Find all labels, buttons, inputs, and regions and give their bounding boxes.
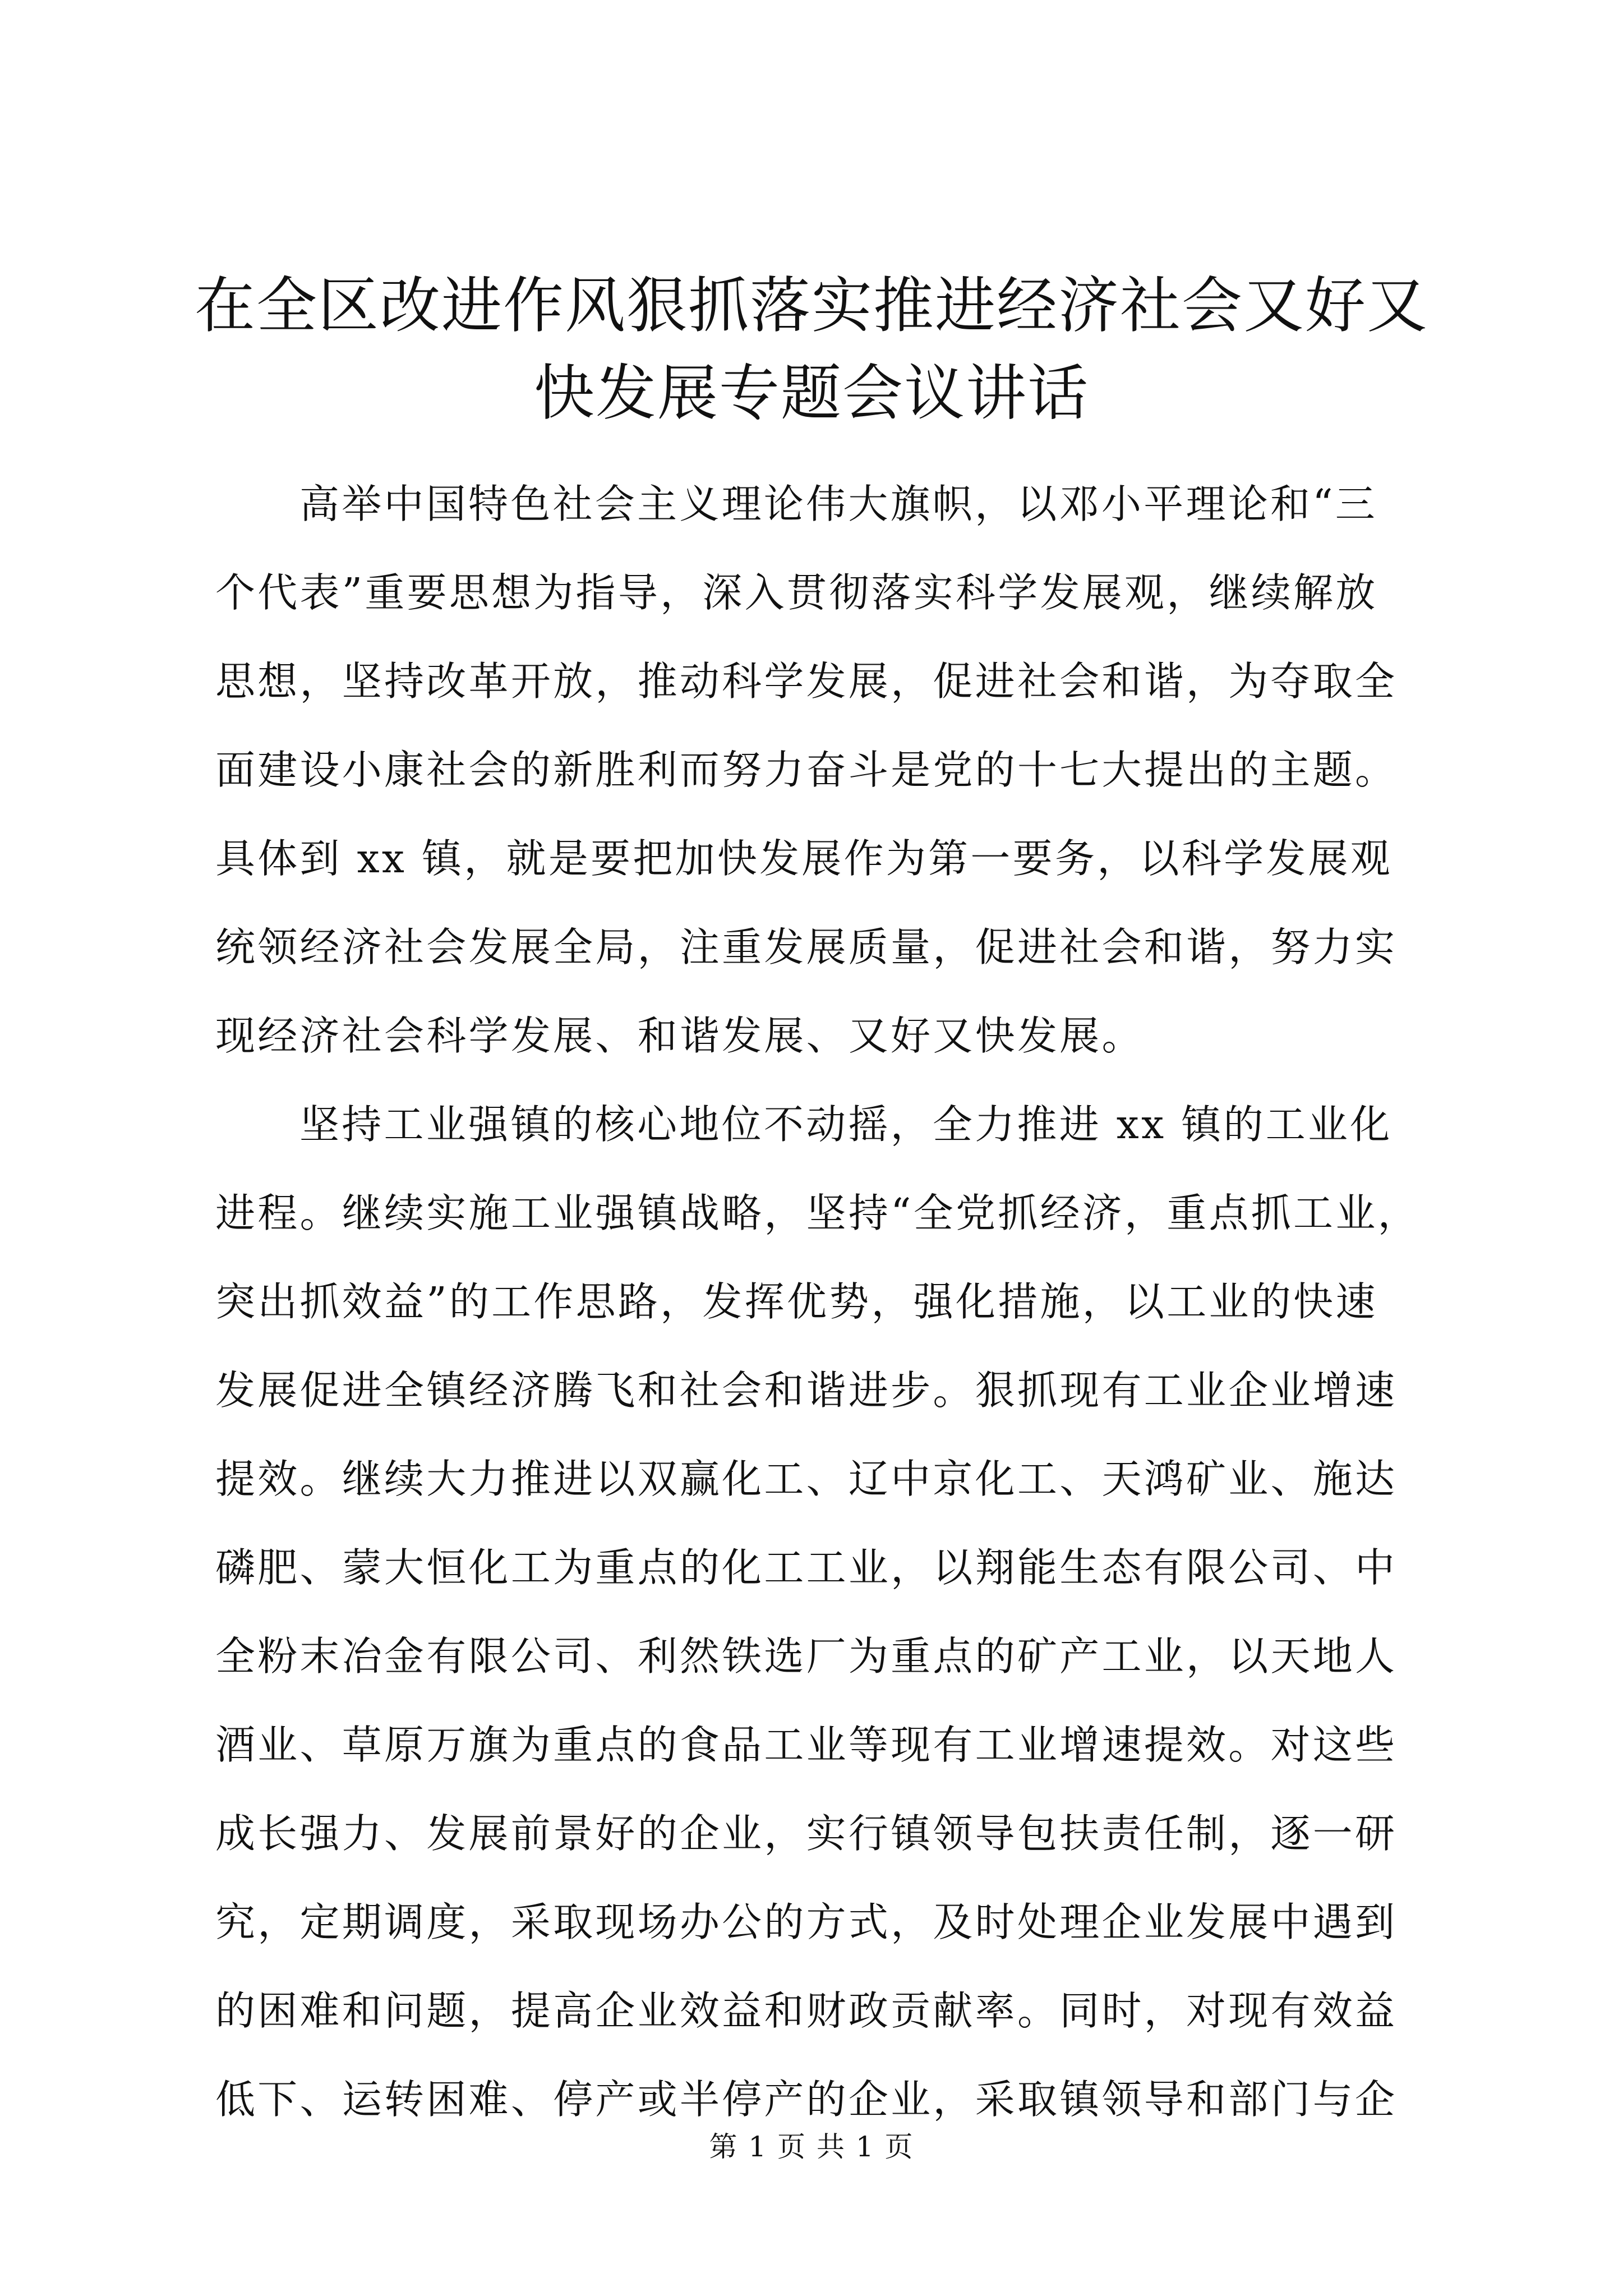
text-line: 进程。继续实施工业强镇战略，坚持“全党抓经济，重点抓工业，	[215, 1190, 1420, 1236]
title-line-2: 快发展专题会议讲话	[533, 358, 1089, 429]
text-line: 全粉末冶金有限公司、利然铁选厂为重点的矿产工业，以天地人	[215, 1633, 1398, 1680]
text-line: 酒业、草原万旗为重点的食品工业等现有工业增速提效。对这些	[215, 1722, 1398, 1768]
text-line: 的困难和问题，提高企业效益和财政贡献率。同时，对现有效益	[215, 1987, 1398, 2034]
title-line-1: 在全区改进作风狠抓落实推进经济社会又好又	[194, 271, 1428, 341]
text-line: 现经济社会科学发展、和谐发展、又好又快发展。	[215, 1013, 1144, 1059]
text-line: 面建设小康社会的新胜利而努力奋斗是党的十七大提出的主题。	[215, 747, 1398, 793]
text-line: 究，定期调度，采取现场办公的方式，及时处理企业发展中遇到	[215, 1899, 1398, 1945]
document-title	[168, 263, 1455, 438]
text-line: 磷肥、蒙大恒化工为重点的化工工业，以翔能生态有限公司、中	[215, 1544, 1398, 1591]
text-line: 思想，坚持改革开放，推动科学发展，促进社会和谐，为夺取全	[215, 658, 1398, 705]
paragraph-1	[215, 460, 1415, 1080]
text-line: 提效。继续大力推进以双赢化工、辽中京化工、天鸿矿业、施达	[215, 1456, 1398, 1502]
text-line: 高举中国特色社会主义理论伟大旗帜，以邓小平理论和“三	[299, 481, 1378, 527]
text-line: 发展促进全镇经济腾飞和社会和谐进步。狠抓现有工业企业增速	[215, 1367, 1398, 1414]
text-line: 统领经济社会发展全局，注重发展质量，促进社会和谐，努力实	[215, 924, 1398, 970]
text-line: 低下、运转困难、停产或半停产的企业，采取镇领导和部门与企	[215, 2076, 1398, 2123]
page-footer: 第 1 页 共 1 页	[709, 2131, 914, 2163]
paragraph-2	[215, 1080, 1420, 2144]
text-line: 具体到 xx 镇，就是要把加快发展作为第一要务，以科学发展观	[215, 835, 1393, 882]
text-line: 成长强力、发展前景好的企业，实行镇领导包扶责任制，逐一研	[215, 1810, 1398, 1857]
text-line: 个代表”重要思想为指导，深入贯彻落实科学发展观，继续解放	[215, 569, 1378, 616]
text-line: 坚持工业强镇的核心地位不动摇，全力推进 xx 镇的工业化	[299, 1101, 1393, 1148]
document-body	[215, 460, 1420, 2144]
text-line: 突出抓效益”的工作思路，发挥优势，强化措施，以工业的快速	[215, 1278, 1378, 1325]
